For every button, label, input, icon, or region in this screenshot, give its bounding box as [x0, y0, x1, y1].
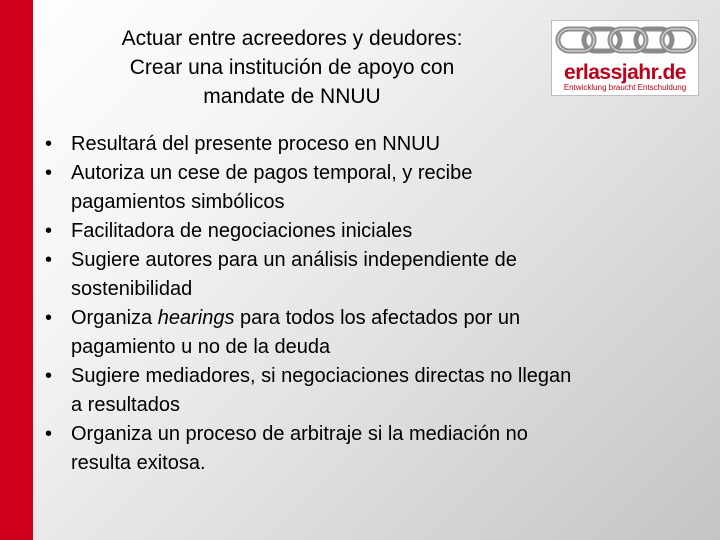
list-item-text: pagamiento u no de la deuda: [71, 336, 331, 358]
bullet-dot: •: [45, 365, 53, 387]
list-item: [45, 217, 695, 246]
chain-links-icon: [552, 21, 698, 65]
logo-tagline: Entwicklung braucht Entschuldung: [563, 83, 687, 92]
italic-term: hearings: [157, 307, 235, 329]
list-item-text: Autoriza un cese de pagos temporal, y recibe: [71, 162, 473, 184]
bullet-dot: •: [45, 220, 53, 242]
bullet-dot: •: [45, 162, 53, 184]
slide-title: [62, 24, 522, 111]
list-item: [45, 304, 695, 362]
list-item: [45, 159, 695, 217]
bullet-list: [45, 130, 695, 478]
logo-wordmark: erlassjahr.de: [564, 61, 686, 84]
title-line-3: mandate de NNUU: [203, 85, 381, 108]
list-item: [45, 130, 695, 159]
text-segment: Organiza: [71, 307, 158, 329]
list-item: [45, 246, 695, 304]
list-item-text: a resultados: [71, 394, 180, 416]
list-item: [45, 362, 695, 420]
list-item-text: resulta exitosa.: [71, 452, 206, 474]
list-item-text: Sugiere autores para un análisis independiente de: [71, 249, 517, 271]
list-item-text: sostenibilidad: [71, 278, 193, 300]
left-accent-bar: [0, 0, 33, 540]
bullet-dot: •: [45, 423, 53, 445]
title-line-2: Crear una institución de apoyo con: [129, 56, 455, 79]
bullet-dot: •: [45, 307, 53, 329]
list-item-text: pagamientos simbólicos: [71, 191, 285, 213]
list-item-text: Sugiere mediadores, si negociaciones directas no llegan: [71, 365, 572, 387]
title-line-1: Actuar entre acreedores y deudores:: [121, 27, 463, 50]
erlassjahr-logo: [551, 20, 699, 96]
list-item-text: Organiza un proceso de arbitraje si la mediación no: [71, 423, 528, 445]
list-item: [45, 420, 695, 478]
list-item-text: [71, 304, 695, 333]
list-item-text: Facilitadora de negociaciones iniciales: [71, 220, 413, 242]
text-segment: para todos los afectados por un: [234, 307, 521, 329]
bullet-dot: •: [45, 133, 53, 155]
list-item-text: Resultará del presente proceso en NNUU: [71, 133, 441, 155]
bullet-dot: •: [45, 249, 53, 271]
